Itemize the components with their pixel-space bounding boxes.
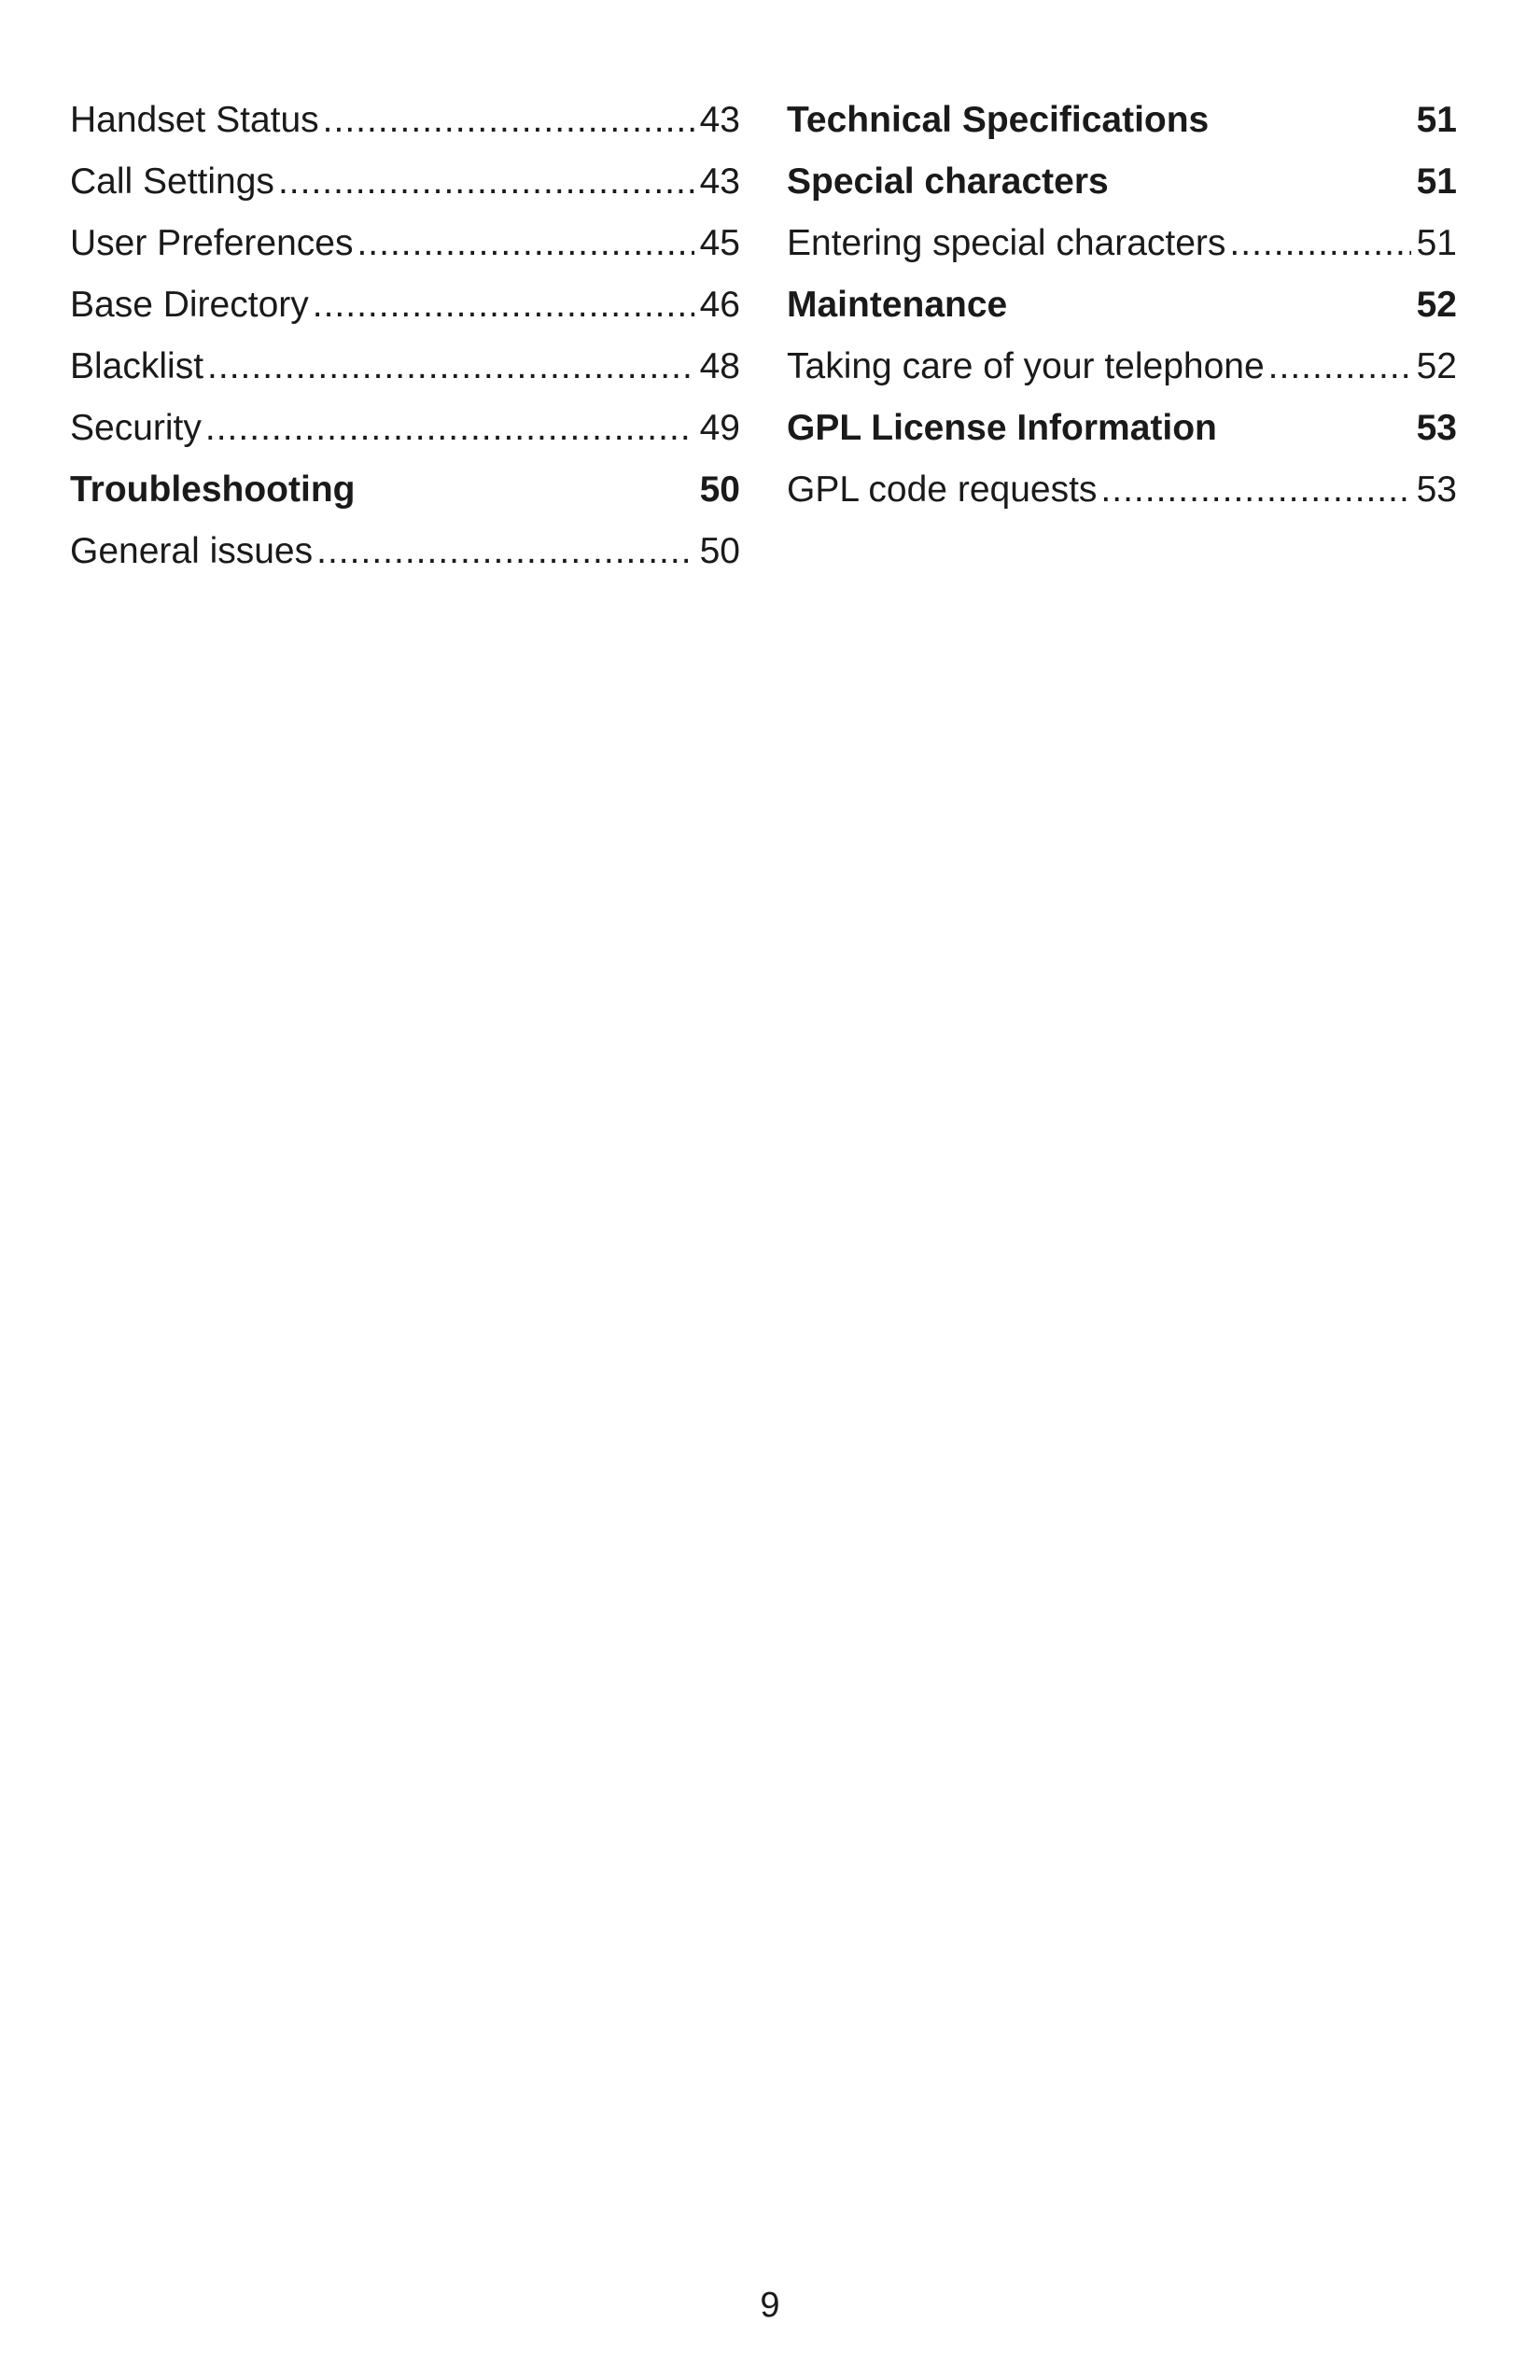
toc-heading-special-characters[interactable] <box>787 151 1457 213</box>
toc-entry-label: Maintenance <box>787 285 1008 325</box>
toc-entry-label: User Preferences <box>70 223 354 263</box>
toc-leader-dots <box>1100 459 1410 521</box>
toc-entry-page: 46 <box>699 285 740 325</box>
toc-entry-label: Blacklist <box>70 346 204 386</box>
toc-entry-page: 52 <box>1416 285 1457 325</box>
toc-left-column <box>70 90 740 582</box>
toc-entry-gpl-code-requests[interactable] <box>787 459 1457 521</box>
toc-entry-page: 51 <box>1416 100 1457 140</box>
toc-heading-troubleshooting[interactable] <box>70 459 740 521</box>
toc-heading-maintenance[interactable] <box>787 274 1457 336</box>
toc-entry-taking-care[interactable] <box>787 336 1457 398</box>
toc-entry-blacklist[interactable] <box>70 336 740 398</box>
toc-entry-base-directory[interactable] <box>70 274 740 336</box>
toc-entry-page: 50 <box>699 469 740 510</box>
toc-entry-page: 43 <box>699 161 740 202</box>
toc-entry-page: 53 <box>1416 469 1457 510</box>
toc-entry-page: 48 <box>699 346 740 386</box>
toc-entry-security[interactable] <box>70 398 740 459</box>
toc-entry-page: 43 <box>699 100 740 140</box>
toc-entry-label: Troubleshooting <box>70 469 356 510</box>
toc-entry-page: 45 <box>699 223 740 263</box>
toc-entry-label: Call Settings <box>70 161 274 202</box>
toc-leader-dots <box>278 151 694 213</box>
toc-entry-page: 51 <box>1416 161 1457 202</box>
toc-entry-label: Special characters <box>787 161 1109 202</box>
toc-entry-page: 49 <box>699 408 740 448</box>
toc-entry-label: Entering special characters <box>787 223 1226 263</box>
toc-entry-page: 52 <box>1416 346 1457 386</box>
toc-entry-general-issues[interactable] <box>70 521 740 582</box>
toc-entry-label: Handset Status <box>70 100 319 140</box>
toc-leader-dots <box>313 274 694 336</box>
toc-heading-gpl-license[interactable] <box>787 398 1457 459</box>
toc-leader-dots <box>357 213 693 274</box>
toc-entry-call-settings[interactable] <box>70 151 740 213</box>
toc-leader-dots <box>1229 213 1410 274</box>
toc-entry-user-preferences[interactable] <box>70 213 740 274</box>
toc-entry-page: 51 <box>1416 223 1457 263</box>
page-number: 9 <box>760 2286 780 2325</box>
toc-entry-label: Base Directory <box>70 285 309 325</box>
toc-entry-handset-status[interactable] <box>70 90 740 151</box>
toc-entry-entering-special-characters[interactable] <box>787 213 1457 274</box>
toc-entry-label: GPL code requests <box>787 469 1098 510</box>
toc-entry-label: General issues <box>70 531 314 571</box>
toc-heading-technical-specifications[interactable] <box>787 90 1457 151</box>
toc-entry-label: Taking care of your telephone <box>787 346 1265 386</box>
toc-leader-dots <box>207 336 694 398</box>
toc-leader-dots <box>1268 336 1411 398</box>
toc-entry-page: 53 <box>1416 408 1457 448</box>
toc-right-column <box>787 90 1457 521</box>
toc-leader-dots <box>323 90 694 151</box>
toc-entry-label: Security <box>70 408 202 448</box>
toc-entry-page: 50 <box>699 531 740 571</box>
toc-entry-label: Technical Specifications <box>787 100 1210 140</box>
toc-leader-dots <box>316 521 693 582</box>
toc-leader-dots <box>205 398 694 459</box>
toc-entry-label: GPL License Information <box>787 408 1217 448</box>
